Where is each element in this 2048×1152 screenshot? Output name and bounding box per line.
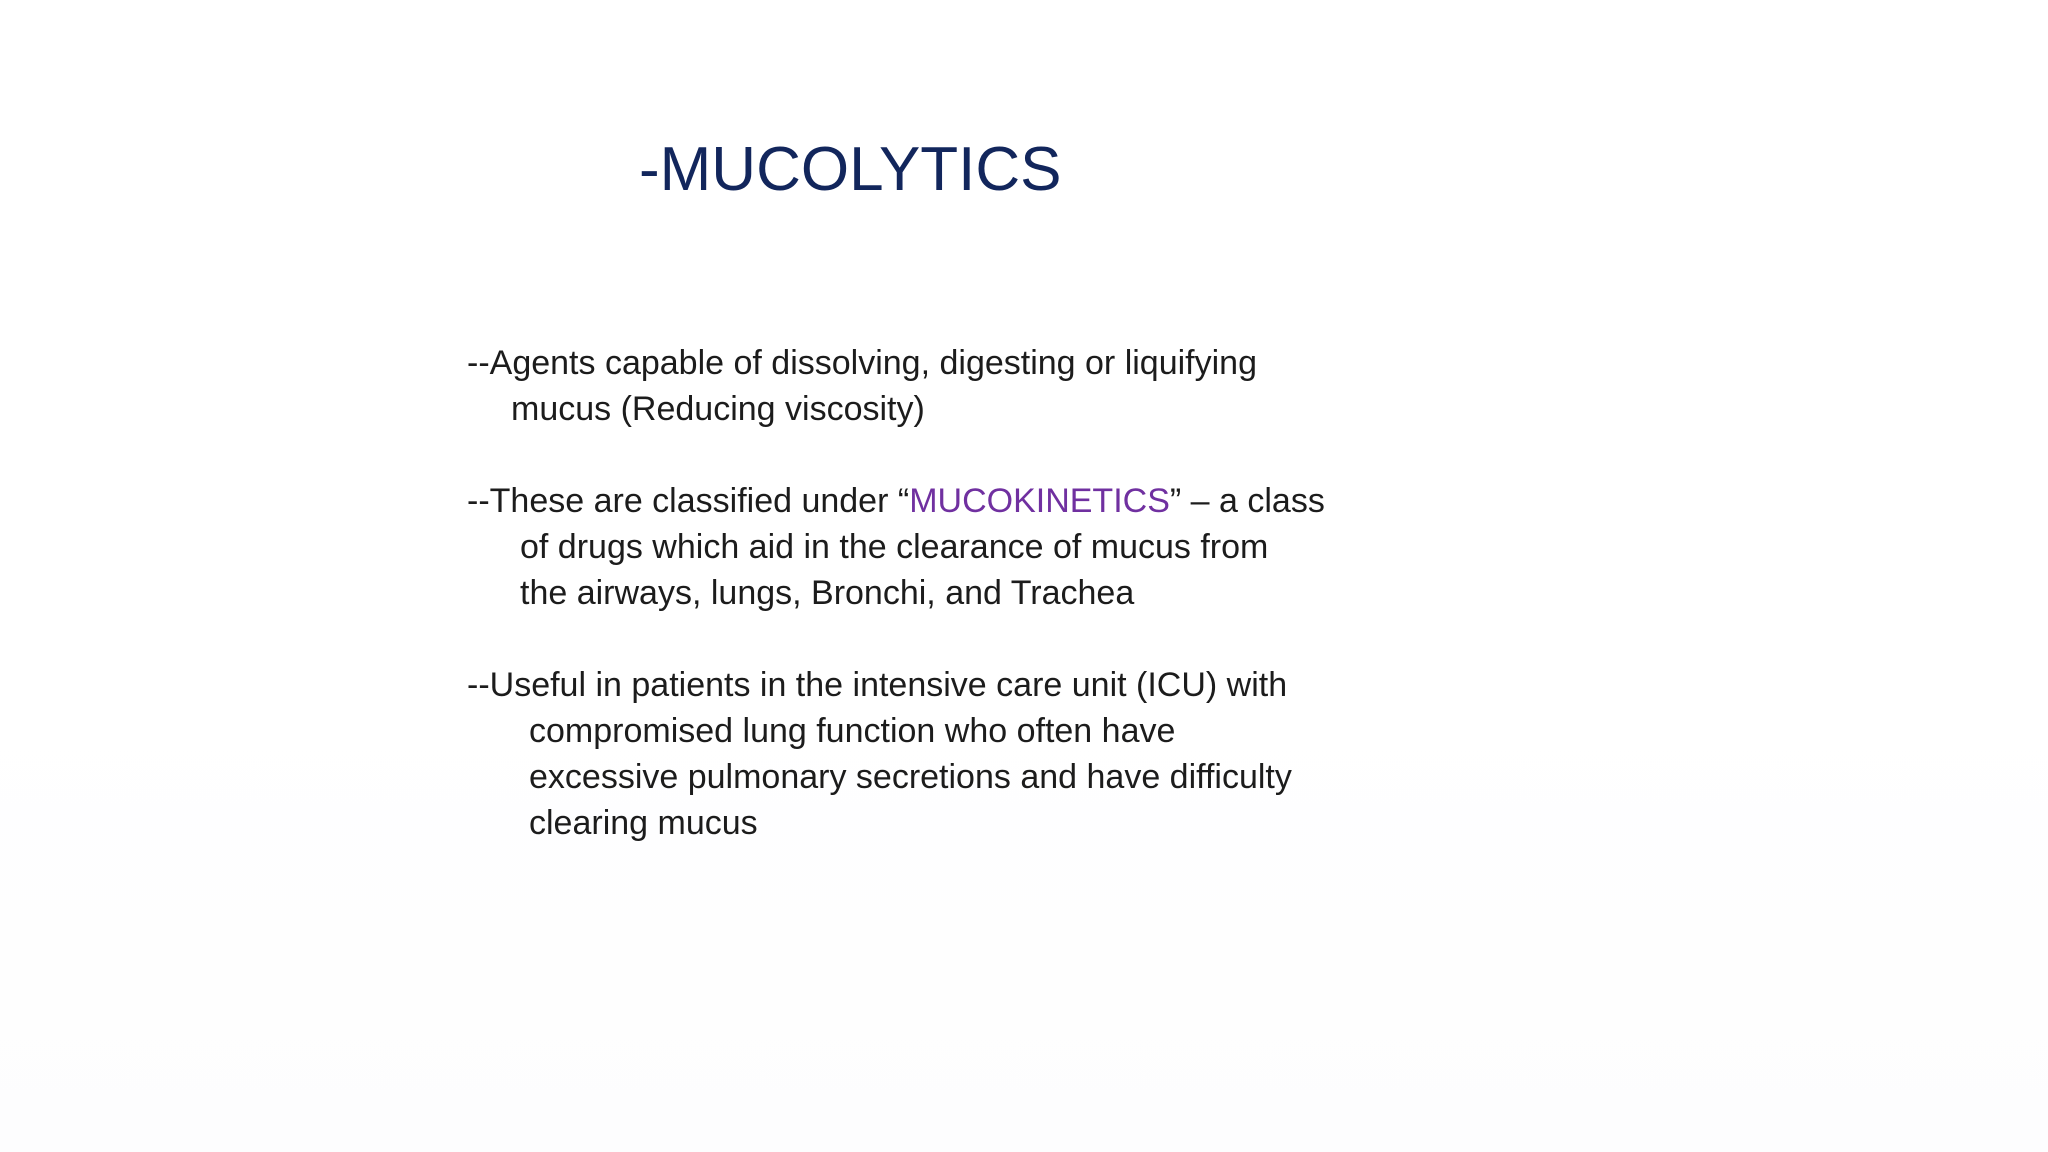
paragraph-line: clearing mucus	[529, 804, 758, 842]
paragraph-line: of drugs which aid in the clearance of mucus from	[520, 528, 1269, 566]
paragraph-classification	[467, 478, 1427, 616]
paragraph-line: mucus (Reducing viscosity)	[511, 390, 925, 428]
paragraph-line: --Agents capable of dissolving, digesting or liquifying	[467, 344, 1258, 382]
text-segment: ” – a class	[1169, 482, 1325, 520]
paragraph-definition	[467, 340, 1427, 432]
paragraph-usage	[467, 662, 1427, 846]
paragraph-line: excessive pulmonary secretions and have difficulty	[529, 758, 1292, 796]
slide-title: -MUCOLYTICS	[639, 135, 1062, 204]
paragraph-line: compromised lung function who often have	[529, 712, 1176, 750]
paragraph-line: the airways, lungs, Bronchi, and Trachea	[520, 574, 1135, 612]
paragraph-line	[467, 478, 1427, 524]
slide-body	[467, 340, 1427, 892]
text-segment: --These are classified under “	[467, 482, 910, 520]
highlighted-term: MUCOKINETICS	[909, 482, 1170, 520]
paragraph-line: --Useful in patients in the intensive care unit (ICU) with	[467, 666, 1288, 704]
